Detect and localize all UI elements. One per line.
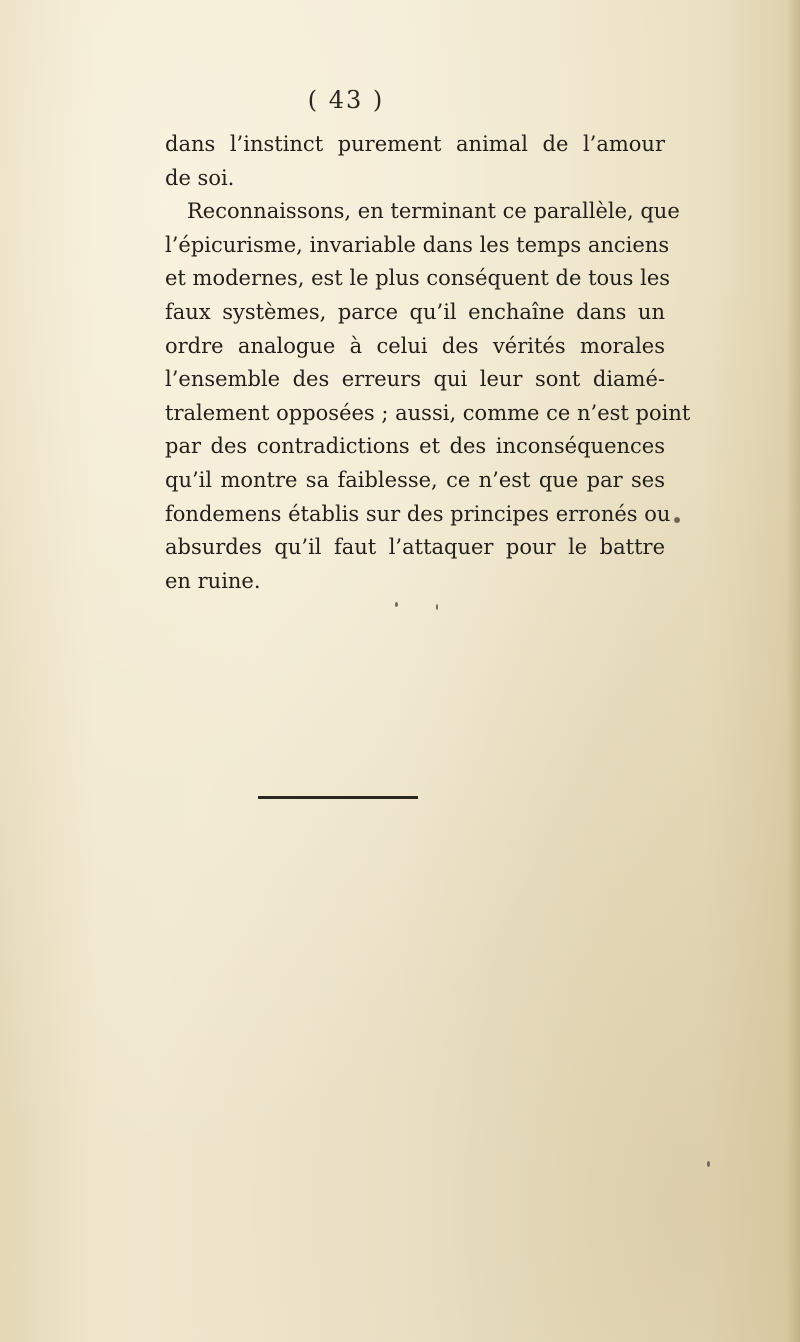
text-line: de soi. bbox=[165, 165, 235, 190]
section-rule bbox=[258, 796, 418, 799]
page-edge-shadow bbox=[786, 0, 800, 1342]
ink-speck bbox=[436, 604, 438, 610]
text-line: fondemens établis sur des principes erronés ou bbox=[165, 501, 671, 526]
text-line: et modernes, est le plus conséquent de tous les bbox=[165, 266, 671, 291]
page-number: ( 43 ) bbox=[307, 86, 385, 114]
text-line: dans l’instinct purement animal de l’amour bbox=[165, 132, 665, 156]
text-line: ordre analogue à celui des vérités morales bbox=[165, 333, 665, 358]
text-line: Reconnaissons, en terminant ce parallèle, que bbox=[187, 199, 680, 224]
ink-speck bbox=[395, 602, 398, 607]
text-line: faux systèmes, parce qu’il enchaîne dans un bbox=[165, 299, 665, 324]
ink-speck bbox=[707, 1161, 710, 1167]
text-line: l’ensemble des erreurs qui leur sont diamé- bbox=[165, 367, 665, 392]
text-line: par des contradictions et des inconséquences bbox=[165, 434, 665, 459]
body-text bbox=[165, 128, 691, 598]
text-line: l’épicurisme, invariable dans les temps anciens bbox=[165, 232, 670, 257]
text-line: absurdes qu’il faut l’attaquer pour le battre bbox=[165, 535, 665, 560]
text-line: en ruine. bbox=[165, 568, 261, 593]
text-line: tralement opposées ; aussi, comme ce n’est point bbox=[165, 400, 691, 425]
text-line: qu’il montre sa faiblesse, ce n’est que par ses bbox=[165, 467, 665, 492]
ink-speck bbox=[674, 517, 680, 523]
